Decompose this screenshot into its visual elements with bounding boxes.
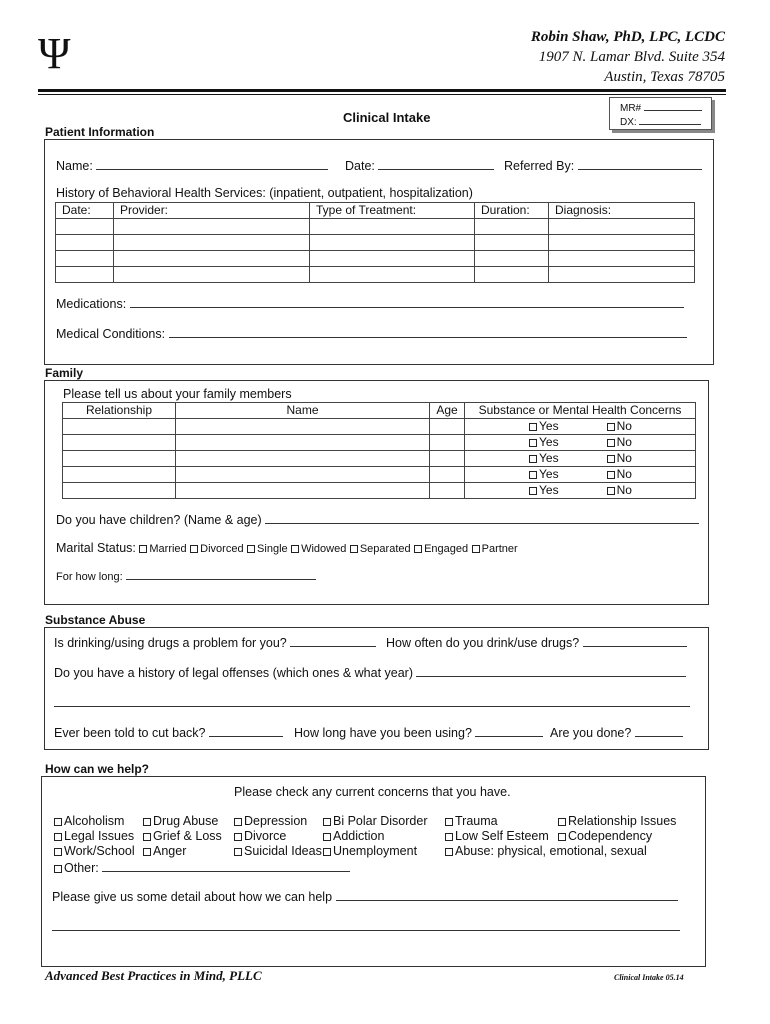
conditions-field[interactable] — [169, 325, 687, 338]
yes-option[interactable]: Yes — [529, 435, 559, 449]
address-line-2: Austin, Texas 78705 — [604, 69, 725, 85]
marital-option-divorced[interactable]: Divorced — [190, 543, 243, 555]
history-col-date: Date: — [56, 203, 114, 219]
concern-codependency[interactable]: Codependency — [558, 829, 652, 843]
yes-option[interactable]: Yes — [529, 419, 559, 433]
table-row[interactable] — [63, 483, 696, 499]
concern-work-school[interactable]: Work/School — [54, 844, 135, 858]
substance-q3-row — [54, 664, 686, 680]
concern-alcoholism[interactable]: Alcoholism — [54, 814, 124, 828]
mr-dx-box — [609, 97, 712, 130]
marital-option-married[interactable]: Married — [139, 543, 186, 555]
patient-info-heading: Patient Information — [45, 125, 155, 139]
address-line-1: 1907 N. Lamar Blvd. Suite 354 — [538, 49, 725, 65]
psi-logo: Ψ — [38, 29, 71, 78]
substance-q4-row — [54, 724, 283, 740]
marital-option-separated[interactable]: Separated — [350, 543, 411, 555]
concern-divorce[interactable]: Divorce — [234, 829, 286, 843]
history-table — [55, 202, 695, 283]
footer-org: Advanced Best Practices in Mind, PLLC — [45, 968, 262, 983]
detail-row — [52, 888, 678, 904]
name-label: Name: — [56, 159, 93, 173]
substance-q6-row — [550, 724, 683, 740]
substance-q3-field[interactable] — [416, 664, 686, 677]
dx-field[interactable] — [639, 115, 701, 125]
marital-option-engaged[interactable]: Engaged — [414, 543, 468, 555]
dx-label: DX: — [620, 117, 637, 128]
concern-legal[interactable]: Legal Issues — [54, 829, 134, 843]
referred-field[interactable] — [578, 157, 702, 170]
substance-q1-field[interactable] — [290, 634, 376, 647]
medications-field[interactable] — [130, 295, 684, 308]
name-row — [56, 157, 328, 173]
mr-label: MR# — [620, 103, 642, 114]
concern-relationship[interactable]: Relationship Issues — [558, 814, 676, 828]
concern-depression[interactable]: Depression — [234, 814, 307, 828]
marital-option-partner[interactable]: Partner — [472, 543, 518, 555]
history-col-duration: Duration: — [475, 203, 549, 219]
practitioner-name: Robin Shaw, PhD, LPC, LCDC — [530, 29, 725, 45]
substance-q5-field[interactable] — [475, 724, 543, 737]
substance-q2-row — [386, 634, 687, 650]
other-checkbox[interactable] — [54, 865, 62, 873]
family-table — [62, 402, 696, 499]
substance-q5-label: How long have you been using? — [294, 726, 472, 740]
family-col-name: Name — [176, 403, 430, 419]
concern-suicidal[interactable]: Suicidal Ideas — [234, 844, 322, 858]
table-row[interactable] — [63, 435, 696, 451]
other-field[interactable] — [102, 859, 350, 872]
conditions-label: Medical Conditions: — [56, 327, 166, 341]
mr-field[interactable] — [644, 101, 702, 111]
no-option[interactable]: No — [607, 467, 632, 481]
history-header-row — [56, 203, 695, 219]
header-block — [531, 27, 725, 87]
name-field[interactable] — [96, 157, 328, 170]
date-field[interactable] — [378, 157, 494, 170]
children-label: Do you have children? (Name & age) — [56, 513, 262, 527]
marital-option-single[interactable]: Single — [247, 543, 288, 555]
concern-unemployment[interactable]: Unemployment — [323, 844, 417, 858]
substance-q6-label: Are you done? — [550, 726, 632, 740]
family-col-age: Age — [430, 403, 465, 419]
family-col-concerns: Substance or Mental Health Concerns — [465, 403, 696, 419]
detail-label: Please give us some detail about how we can help — [52, 890, 333, 904]
substance-q3-line2[interactable] — [54, 706, 690, 707]
yes-option[interactable]: Yes — [529, 483, 559, 497]
how-long-label: For how long: — [56, 571, 123, 583]
substance-q4-field[interactable] — [209, 724, 283, 737]
concern-addiction[interactable]: Addiction — [323, 829, 384, 843]
marital-label: Marital Status: — [56, 541, 136, 555]
family-header-row — [63, 403, 696, 419]
how-long-field[interactable] — [126, 569, 316, 580]
other-label: Other: — [64, 861, 99, 875]
substance-q4-label: Ever been told to cut back? — [54, 726, 206, 740]
form-title: Clinical Intake — [343, 110, 431, 125]
substance-q2-label: How often do you drink/use drugs? — [386, 636, 580, 650]
substance-q2-field[interactable] — [583, 634, 687, 647]
concern-abuse[interactable]: Abuse: physical, emotional, sexual — [445, 844, 647, 858]
help-heading: How can we help? — [45, 762, 150, 776]
substance-q3-label: Do you have a history of legal offenses (which ones & what year) — [54, 666, 413, 680]
substance-q6-field[interactable] — [635, 724, 683, 737]
medications-label: Medications: — [56, 297, 127, 311]
date-row — [345, 157, 494, 173]
no-option[interactable]: No — [607, 483, 632, 497]
history-label: History of Behavioral Health Services: (inpatient, outpatient, hospitalization) — [56, 186, 473, 200]
yes-option[interactable]: Yes — [529, 451, 559, 465]
help-intro: Please check any current concerns that you have. — [234, 785, 511, 799]
concern-self-esteem[interactable]: Low Self Esteem — [445, 829, 549, 843]
substance-q1-label: Is drinking/using drugs a problem for you? — [54, 636, 287, 650]
concern-bipolar[interactable]: Bi Polar Disorder — [323, 814, 427, 828]
no-option[interactable]: No — [607, 435, 632, 449]
footer-form-id: Clinical Intake 05.14 — [614, 973, 684, 982]
family-col-relationship: Relationship — [63, 403, 176, 419]
medications-row — [56, 295, 684, 311]
substance-heading: Substance Abuse — [45, 613, 146, 627]
family-intro: Please tell us about your family members — [63, 387, 292, 401]
header-rule — [38, 89, 726, 95]
concern-anger[interactable]: Anger — [143, 844, 186, 858]
table-row[interactable] — [56, 267, 695, 283]
conditions-row — [56, 325, 687, 341]
detail-line-2[interactable] — [52, 930, 680, 931]
how-long-row — [56, 569, 316, 583]
table-row[interactable] — [63, 467, 696, 483]
children-row — [56, 511, 699, 527]
concern-other-row — [54, 859, 350, 875]
children-field[interactable] — [265, 511, 699, 524]
family-heading: Family — [45, 366, 84, 380]
no-option[interactable]: No — [607, 419, 632, 433]
referred-label: Referred By: — [504, 159, 575, 173]
history-col-diagnosis: Diagnosis: — [549, 203, 695, 219]
concern-drug-abuse[interactable]: Drug Abuse — [143, 814, 218, 828]
marital-option-widowed[interactable]: Widowed — [291, 543, 346, 555]
substance-q5-row — [294, 724, 543, 740]
history-col-treatment: Type of Treatment: — [310, 203, 475, 219]
table-row[interactable] — [56, 251, 695, 267]
table-row[interactable] — [63, 419, 696, 435]
marital-row — [56, 541, 518, 555]
date-label: Date: — [345, 159, 375, 173]
table-row[interactable] — [63, 451, 696, 467]
no-option[interactable]: No — [607, 451, 632, 465]
referred-row — [504, 157, 702, 173]
table-row[interactable] — [56, 219, 695, 235]
yes-option[interactable]: Yes — [529, 467, 559, 481]
history-col-provider: Provider: — [114, 203, 310, 219]
concern-grief[interactable]: Grief & Loss — [143, 829, 222, 843]
detail-field[interactable] — [336, 888, 678, 901]
table-row[interactable] — [56, 235, 695, 251]
substance-q1-row — [54, 634, 376, 650]
concern-trauma[interactable]: Trauma — [445, 814, 498, 828]
